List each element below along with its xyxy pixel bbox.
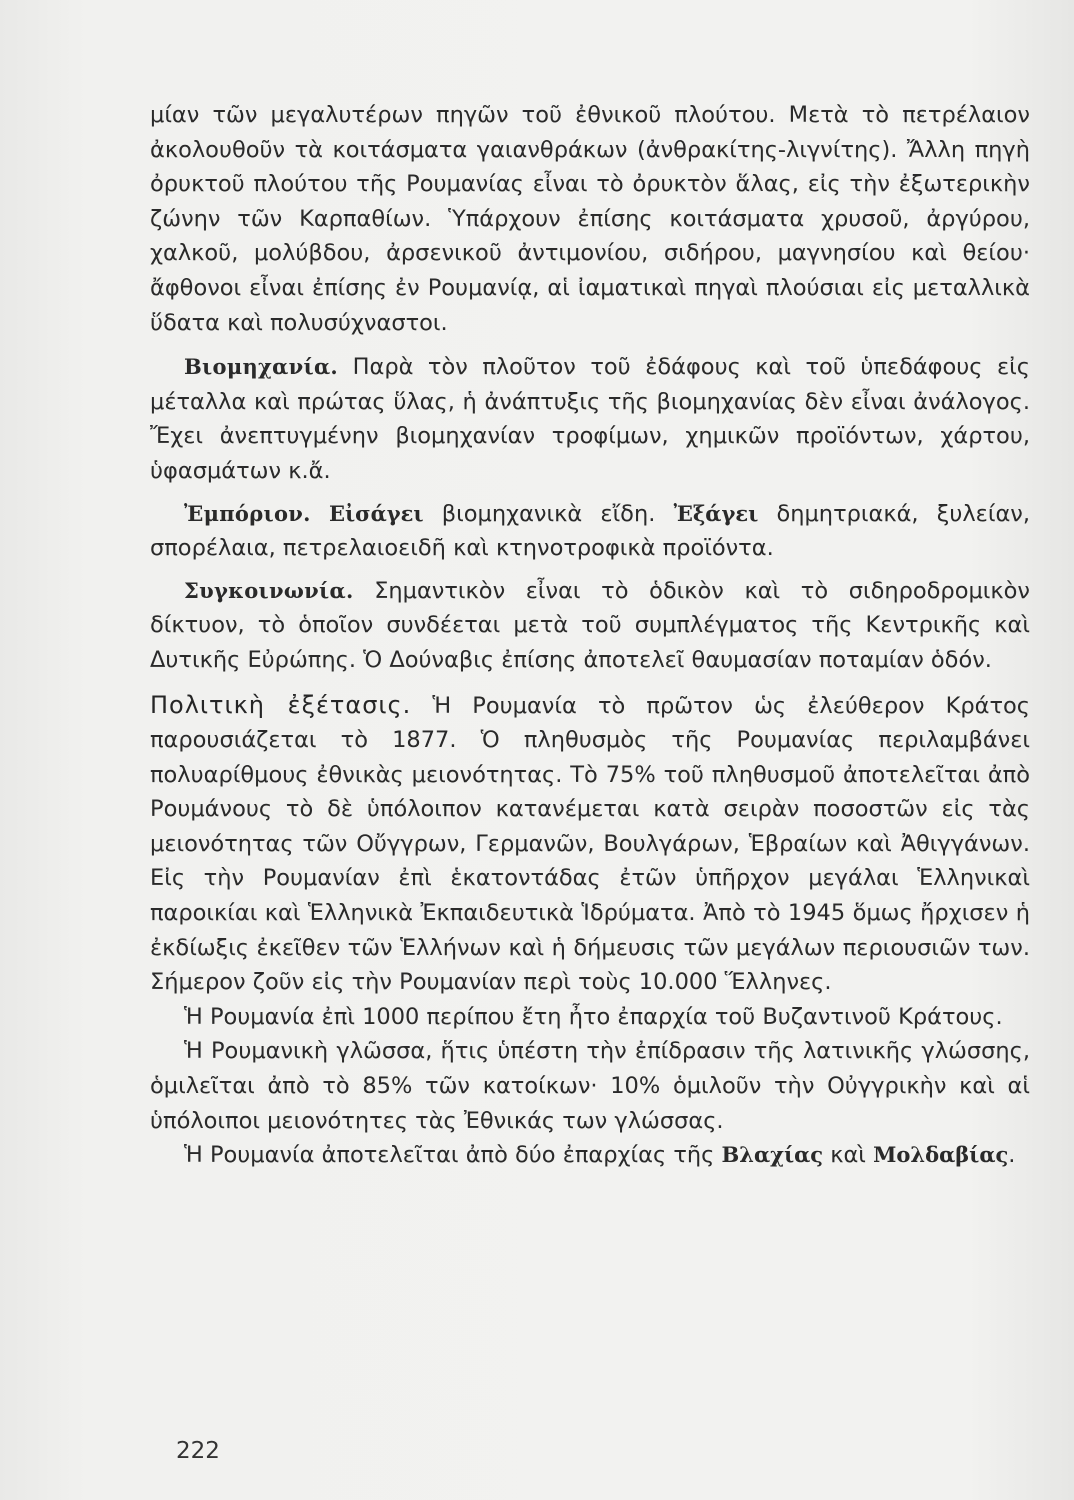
page-number: 222 — [176, 1438, 220, 1464]
moldavia-name: Μολδαβίας — [873, 1142, 1009, 1168]
paragraph-trade — [150, 497, 1030, 566]
paragraph-resources — [150, 98, 1030, 340]
resources-text: μίαν τῶν μεγαλυτέρων πηγῶν τοῦ ἐθνικοῦ πλούτου. Μετὰ τὸ πετρέλαιον ἀκολουθοῦν τὰ κοιτάσματα γαιανθράκων (ἀνθρακίτης-λιγνίτης). Ἄλλη πηγὴ ὀρυκτοῦ πλούτου τῆς Ρουμανίας εἶναι τὸ ὀρυκτὸν ἅλας, εἰς τὴν ἐξωτερικὴν ζώνην τῶν Καρπαθίων. Ὑπάρχουν ἐπίσης κοιτάσματα χρυσοῦ, ἀργύρου, χαλκοῦ, μολύβδου, ἀρσενικοῦ ἀντιμονίου, σιδήρου, μαγνησίου καὶ θείου· ἄφθονοι εἶναι ἐπίσης ἐν Ρουμανίᾳ, αἱ ἰαματικαὶ πηγαὶ πλούσιαι εἰς μεταλλικὰ ὕδατα καὶ πολυσύχναστοι. — [150, 102, 1030, 336]
page-text — [150, 98, 1030, 1173]
byzantine-text: Ἡ Ρουμανία ἐπὶ 1000 περίπου ἔτη ἦτο ἐπαρχία τοῦ Βυζαντινοῦ Κράτους. — [184, 1003, 1003, 1030]
transport-text: Σημαντικὸν εἶναι τὸ ὁδικὸν καὶ τὸ σιδηροδρομικὸν δίκτυον, τὸ ὁποῖον συνδέεται μετὰ τοῦ συμπλέγματος τῆς Κεντρικῆς καὶ Δυτικῆς Εὐρώπης. Ὁ Δούναβις ἐπίσης ἀποτελεῖ θαυμασίαν ποταμίαν ὁδόν. — [150, 577, 1030, 673]
provinces-and: καὶ — [830, 1142, 866, 1169]
industry-heading: Βιομηχανία. — [184, 354, 339, 380]
provinces-end: . — [1008, 1142, 1016, 1169]
politics-text: Ἡ Ρουμανία τὸ πρῶτον ὡς ἐλεύθερον Κράτος παρουσιάζεται τὸ 1877. Ὁ πληθυσμὸς τῆς Ρουμανίας περιλαμβάνει πολυαρίθμους ἐθνικὰς μειονότητας. Τὸ 75% τοῦ πληθυσμοῦ ἀποτελεῖται ἀπὸ Ρουμάνους τὸ δὲ ὑπόλοιπον κατανέμεται κατὰ σειρὰν ποσοστῶν εἰς τὰς μειονότητας τῶν Οὔγγρων, Γερμανῶν, Βουλγάρων, Ἑβραίων καὶ Ἀθιγγάνων. Εἰς τὴν Ρουμανίαν ἐπὶ ἑκατοντάδας ἐτῶν ὑπῆρχον μεγάλαι Ἑλληνικαὶ παροικίαι καὶ Ἑλληνικὰ Ἐκπαιδευτικὰ Ἱδρύματα. Ἀπὸ τὸ 1945 ὅμως ἤρχισεν ἡ ἐκδίωξις ἐκεῖθεν τῶν Ἑλλήνων καὶ ἡ δήμευσις τῶν μεγάλων περιουσιῶν των. Σήμερον ζοῦν εἰς τὴν Ρουμανίαν περὶ τοὺς 10.000 Ἕλληνες. — [150, 692, 1030, 996]
wallachia-name: Βλαχίας — [721, 1142, 824, 1168]
paragraph-transport — [150, 574, 1030, 678]
paragraph-politics — [150, 688, 1030, 1000]
export-text: δημητριακά, ξυλείαν, σπορέλαια, πετρελαιοειδῆ καὶ κτηνοτροφικὰ προϊόντα. — [150, 500, 1031, 562]
trade-heading: Ἐμπόριον. — [184, 500, 311, 526]
politics-heading: Πολιτικὴ ἐξέτασις. — [150, 690, 412, 719]
provinces-text: Ἡ Ρουμανία ἀποτελεῖται ἀπὸ δύο ἐπαρχίας τῆς — [184, 1142, 715, 1169]
paragraph-provinces — [150, 1138, 1030, 1173]
import-text: βιομηχανικὰ εἴδη. — [441, 500, 656, 527]
language-text: Ἡ Ρουμανικὴ γλῶσσα, ἥτις ὑπέστη τὴν ἐπίδρασιν τῆς λατινικῆς γλώσσης, ὁμιλεῖται ἀπὸ τὸ 85% τῶν κατοίκων· 10% ὁμιλοῦν τὴν Οὐγγρικὴν καὶ αἱ ὑπόλοιποι μειονότητες τὰς Ἐθνικάς των γλώσσας. — [150, 1038, 1030, 1134]
transport-heading: Συγκοινωνία. — [184, 577, 354, 603]
paragraph-industry — [150, 350, 1030, 488]
paragraph-language — [150, 1034, 1030, 1138]
import-label: Εἰσάγει — [328, 500, 424, 526]
paragraph-byzantine — [150, 1000, 1030, 1035]
industry-text: Παρὰ τὸν πλοῦτον τοῦ ἐδάφους καὶ τοῦ ὑπεδάφους εἰς μέταλλα καὶ πρώτας ὕλας, ἡ ἀνάπτυξις τῆς βιομηχανίας δὲν εἶναι ἀνάλογος. Ἔχει ἀνεπτυγμένην βιομηχανίαν τροφίμων, χημικῶν προϊόντων, χάρτου, ὑφασμάτων κ.ἄ. — [150, 354, 1030, 484]
export-label: Ἐξάγει — [673, 500, 759, 526]
